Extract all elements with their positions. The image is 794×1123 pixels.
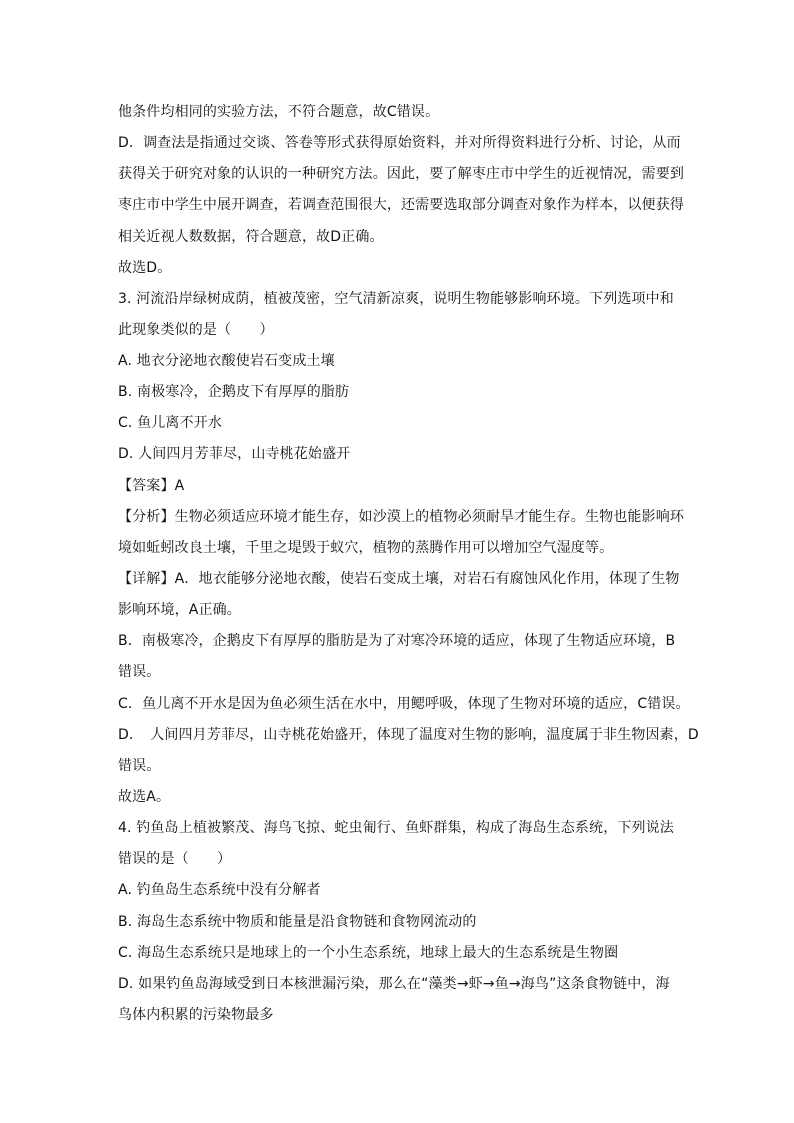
option-d: D. 如果钓鱼岛海域受到日本核泄漏污染，那么在“藻类→虾→鱼→海鸟”这条食物链中，海 xyxy=(118,976,670,992)
option-b: B. 南极寒冷，企鹅皮下有厚厚的脂肪 xyxy=(118,384,350,400)
option-d: D. 人间四月芳菲尽，山寺桃花始盛开 xyxy=(118,446,351,462)
explanation-text: 错误。 xyxy=(118,758,161,774)
analysis-text: 【分析】生物必须适应环境才能生存，如沙漠上的植物必须耐旱才能生存。生物也能影响环 xyxy=(118,509,684,525)
explanation-text: C．鱼儿离不开水是因为鱼必须生活在水中，用鳃呼吸，体现了生物对环境的适应，C错误。 xyxy=(118,696,690,712)
text-line: D．调查法是指通过交谈、答卷等形式获得原始资料，并对所得资料进行分析、讨论，从而 xyxy=(118,135,681,151)
text-line: 故选D。 xyxy=(118,260,172,276)
option-c: C. 鱼儿离不开水 xyxy=(118,415,223,431)
text-line: 获得关于研究对象的认识的一种研究方法。因此，要了解枣庄市中学生的近视情况，需要到 xyxy=(118,166,684,182)
explanation-text: D． 人间四月芳菲尽，山寺桃花始盛开，体现了温度对生物的影响，温度属于非生物因素，D xyxy=(118,727,699,743)
question-stem: 此现象类似的是（ ） xyxy=(118,322,274,338)
question-stem: 3. 河流沿岸绿树成荫，植被茂密，空气清新凉爽，说明生物能够影响环境。下列选项中和 xyxy=(118,291,674,307)
question-stem: 错误的是（ ） xyxy=(118,851,232,867)
text-line: 故选A。 xyxy=(118,789,171,805)
question-stem: 4. 钓鱼岛上植被繁茂、海鸟飞掠、蛇虫匍行、鱼虾群集，构成了海岛生态系统，下列说法 xyxy=(118,820,674,836)
explanation-text: B．南极寒冷，企鹅皮下有厚厚的脂肪是为了对寒冷环境的适应，体现了生物适应环境，B xyxy=(118,633,676,649)
analysis-text: 境如蚯蚓改良土壤，千里之堤毁于蚁穴，植物的蒸腾作用可以增加空气湿度等。 xyxy=(118,540,614,556)
explanation-text: 影响环境，A正确。 xyxy=(118,602,241,618)
option-b: B. 海岛生态系统中物质和能量是沿食物链和食物网流动的 xyxy=(118,914,477,930)
explanation-text: 错误。 xyxy=(118,664,161,680)
text-line: 相关近视人数数据，符合题意，故D正确。 xyxy=(118,229,384,245)
option-d: 鸟体内积累的污染物最多 xyxy=(118,1007,274,1023)
answer-label: 【答案】A xyxy=(118,478,185,494)
explanation-text: 【详解】A．地衣能够分泌地衣酸，使岩石变成土壤，对岩石有腐蚀风化作用，体现了生物 xyxy=(118,571,680,587)
option-a: A. 地衣分泌地衣酸使岩石变成土壤 xyxy=(118,353,335,369)
option-a: A. 钓鱼岛生态系统中没有分解者 xyxy=(118,882,321,898)
text-line: 枣庄市中学生中展开调查，若调查范围很大，还需要选取部分调查对象作为样本，以便获得 xyxy=(118,197,684,213)
option-c: C. 海岛生态系统只是地球上的一个小生态系统，地球上最大的生态系统是生物圈 xyxy=(118,945,619,961)
text-line: 他条件均相同的实验方法，不符合题意，故C错误。 xyxy=(118,104,440,120)
